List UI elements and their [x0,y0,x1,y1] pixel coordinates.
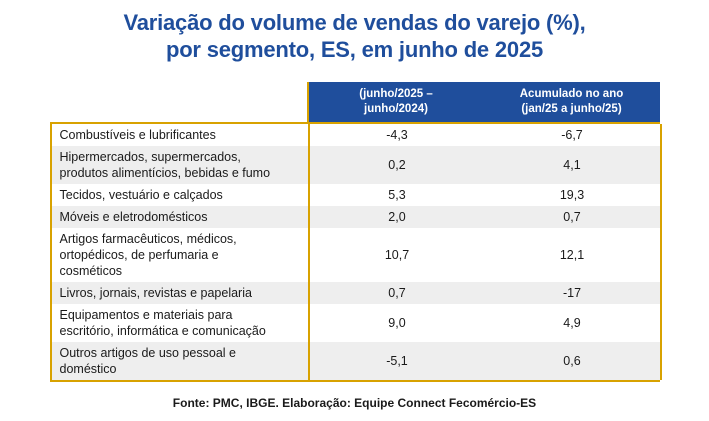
source-note: Fonte: PMC, IBGE. Elaboração: Equipe Connect Fecomércio-ES [172,395,537,410]
row-value-month: 9,0 [309,304,485,342]
column-header-ytd-line-1: Acumulado no ano [519,87,624,100]
row-label [51,206,309,228]
row-label-line: produtos alimentícios, bebidas e fumo [59,165,271,180]
row-label-line: escritório, informática e comunicação [59,323,266,338]
row-label [51,342,309,380]
table-row [51,304,661,342]
row-label-line: cosméticos [59,263,123,278]
row-label-line: Livros, jornais, revistas e papelaria [59,285,252,300]
column-header-month-line-2: junho/2024) [364,102,428,115]
table-row [51,228,661,282]
row-value-month: 2,0 [309,206,485,228]
row-value-month: -4,3 [309,124,485,146]
row-label-line: doméstico [59,361,117,376]
table-row [51,146,661,184]
retail-variation-table-body [50,124,662,380]
row-value-ytd: 19,3 [485,184,661,206]
column-header-ytd-line-2: (jan/25 a junho/25) [521,102,622,115]
retail-variation-table [50,82,660,122]
row-value-ytd: 0,6 [485,342,661,380]
table-body [51,124,661,380]
retail-variation-table-wrapper [50,82,660,382]
row-label [51,282,309,304]
table-header [50,82,660,122]
page-title-line-1: Variação do volume de vendas do varejo (%), [123,10,586,35]
row-value-month: -5,1 [309,342,485,380]
row-value-month: 0,7 [309,282,485,304]
row-value-ytd: -17 [485,282,661,304]
row-label [51,146,309,184]
row-label-line: Móveis e eletrodomésticos [59,209,208,224]
row-value-ytd: -6,7 [485,124,661,146]
row-label-line: Outros artigos de uso pessoal e [59,345,236,360]
column-header-month-line-1: (junho/2025 – [359,87,433,100]
table-row [51,184,661,206]
page-title-line-2: por segmento, ES, em junho de 2025 [165,36,544,62]
table-corner-cell [50,82,308,122]
row-value-ytd: 4,9 [485,304,661,342]
table-bottom-rule [50,380,660,382]
row-label [51,304,309,342]
row-label-line: ortopédicos, de perfumaria e [59,247,219,262]
row-value-ytd: 4,1 [485,146,661,184]
row-label-line: Combustíveis e lubrificantes [59,127,216,142]
row-value-month: 5,3 [309,184,485,206]
column-header-ytd [484,82,660,122]
row-label [51,124,309,146]
table-row [51,282,661,304]
table-row [51,342,661,380]
row-value-ytd: 12,1 [485,228,661,282]
table-row [51,206,661,228]
row-value-ytd: 0,7 [485,206,661,228]
row-label [51,228,309,282]
row-label [51,184,309,206]
row-label-line: Artigos farmacêuticos, médicos, [59,231,237,246]
row-label-line: Hipermercados, supermercados, [59,149,241,164]
row-value-month: 10,7 [309,228,485,282]
column-header-month [308,82,484,122]
row-value-month: 0,2 [309,146,485,184]
table-header-row [50,82,660,122]
row-label-line: Tecidos, vestuário e calçados [59,187,223,202]
page-title [0,0,709,64]
row-label-line: Equipamentos e materiais para [59,307,233,322]
table-row [51,124,661,146]
